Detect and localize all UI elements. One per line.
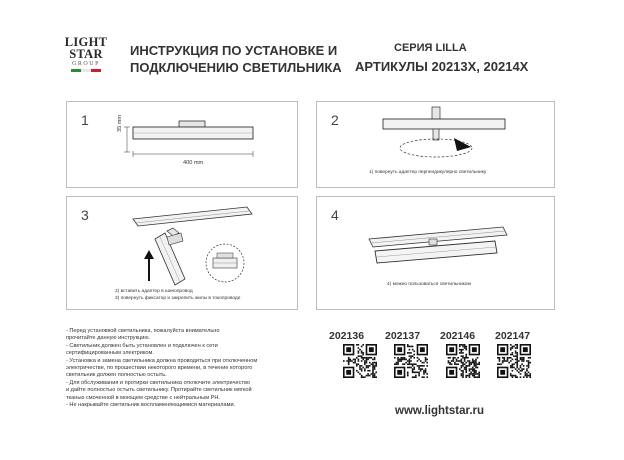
step-panel-3	[66, 196, 298, 310]
qr-code-icon[interactable]	[394, 344, 428, 378]
qr-code-icon[interactable]	[343, 344, 377, 378]
note-line: прочитайте данную инструкцию.	[66, 335, 151, 342]
articles-label: АРТИКУЛЫ 20213X, 20214X	[355, 59, 529, 74]
logo-line2: STAR	[69, 47, 103, 61]
product-code-2: 202137	[385, 330, 421, 342]
ready-luminaire-diagram	[317, 197, 556, 311]
note-line: сертифицированным электриком.	[66, 350, 154, 357]
step-number-3: 3	[81, 207, 89, 223]
qr-code-icon[interactable]	[497, 344, 531, 378]
safety-notes	[66, 328, 296, 409]
step-panel-2	[316, 101, 555, 188]
logo-line3: GROUP	[72, 61, 100, 67]
note-line: - Для обслуживания и протирки светильника отключите электричество	[66, 379, 251, 386]
note-line: - Перед установкой светильника, пожалуйста внимательно	[66, 328, 220, 334]
note-line: светильник должен полностью остыть.	[66, 372, 167, 379]
note-line: - Не накрывайте светильник воспламеняющимися материалами.	[66, 402, 236, 409]
logo-line1: LIGHT	[64, 35, 108, 49]
width-dimension: 400 mm	[183, 160, 204, 166]
step-3-caption-1: 2) вставить адаптер в шинопровод	[115, 289, 193, 294]
title-line1: ИНСТРУКЦИЯ ПО УСТАНОВКЕ И	[130, 43, 338, 58]
step-4-caption: 4) можно пользоваться светильником	[387, 282, 471, 287]
step-number-4: 4	[331, 207, 339, 223]
series-label: СЕРИЯ LILLA	[394, 42, 467, 54]
note-line: - Светильник должен быть установлен и подключен к сети	[66, 342, 218, 349]
height-dimension: 35 mm	[117, 114, 123, 132]
note-line: - Установка и замена светильника должна проводиться при отключенном	[66, 357, 258, 364]
note-line: электричестве, по прошествии некоторого времени, в течение которого	[66, 365, 253, 372]
luminaire-dimensions-diagram	[67, 102, 299, 189]
product-code-1: 202136	[329, 330, 365, 342]
qr-code-icon[interactable]	[446, 344, 480, 378]
product-code-4: 202147	[495, 330, 531, 342]
step-panel-1	[66, 101, 298, 188]
step-2-caption: 1) повернуть адаптер перпендикулярно светильнику	[369, 170, 487, 175]
product-code-3: 202146	[440, 330, 476, 342]
step-panel-4	[316, 196, 555, 310]
brand-logo	[64, 36, 108, 72]
page-title	[130, 42, 342, 76]
note-line: и дайте полностью остыть светильнику. Протирайте светильник мягкой	[66, 387, 252, 394]
website-link[interactable]: www.lightstar.ru	[395, 405, 485, 417]
step-number-1: 1	[81, 112, 89, 128]
title-line2: ПОДКЛЮЧЕНИЮ СВЕТИЛЬНИКА	[130, 60, 342, 75]
step-number-2: 2	[331, 112, 339, 128]
italian-flag-icon	[71, 69, 101, 72]
note-line: тканью смоченной в моющем средстве с нейтральным PH.	[66, 394, 220, 401]
step-3-caption-2: 3) повернуть фиксатор и закрепить жилы в токопроводе	[115, 296, 241, 301]
